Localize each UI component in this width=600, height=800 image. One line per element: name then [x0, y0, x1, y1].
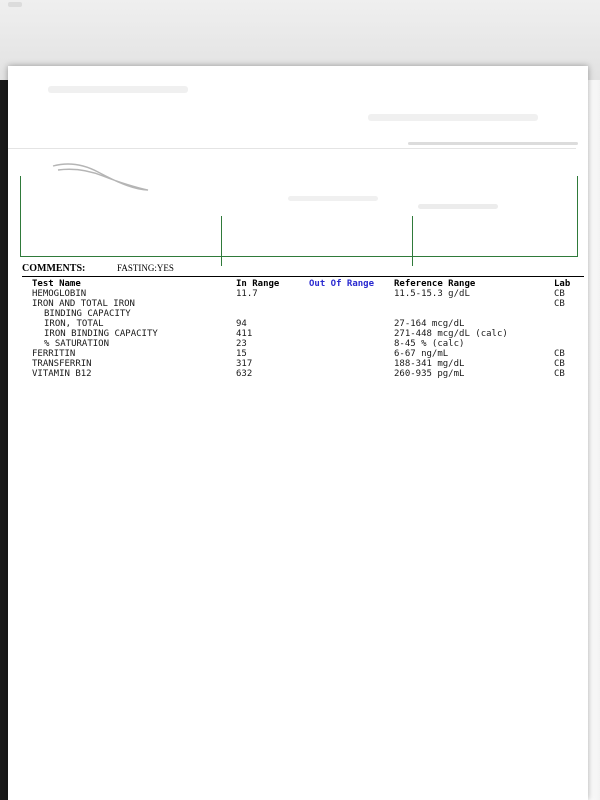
redacted-header-line [408, 142, 578, 145]
lab-code: CB [554, 299, 565, 309]
blurred-status-left [8, 2, 22, 7]
table-row [32, 309, 584, 319]
in-range-value: 15 [236, 349, 247, 359]
in-range-value: 94 [236, 319, 247, 329]
reference-range: 11.5-15.3 g/dL [394, 289, 470, 299]
reference-range: 271-448 mcg/dL (calc) [394, 329, 508, 339]
test-name: VITAMIN B12 [32, 369, 92, 379]
comments-section [22, 263, 584, 277]
comments-label: COMMENTS: [22, 263, 86, 274]
in-range-value: 23 [236, 339, 247, 349]
comments-value: FASTING:YES [117, 263, 174, 273]
test-name: IRON, TOTAL [44, 319, 104, 329]
table-row [32, 319, 584, 329]
test-name: BINDING CAPACITY [44, 309, 131, 319]
table-row [32, 289, 584, 299]
in-range-value: 11.7 [236, 289, 258, 299]
test-name: % SATURATION [44, 339, 110, 349]
test-name: HEMOGLOBIN [32, 289, 87, 299]
col-in-range: In Range [236, 279, 280, 289]
in-range-value: 632 [236, 369, 253, 379]
reference-range: 8-45 % (calc) [394, 339, 465, 349]
page-edge [588, 80, 600, 800]
reference-range: 260-935 pg/mL [394, 369, 465, 379]
lab-report-page [8, 66, 588, 800]
table-row [32, 349, 584, 359]
test-name: IRON BINDING CAPACITY [44, 329, 158, 339]
col-out-of-range: Out Of Range [309, 279, 375, 289]
reference-range: 27-164 mcg/dL [394, 319, 465, 329]
table-row [32, 369, 584, 379]
reference-range: 188-341 mg/dL [394, 359, 465, 369]
table-header-row [32, 279, 584, 289]
test-name: FERRITIN [32, 349, 76, 359]
header-divider [8, 148, 576, 149]
test-name: TRANSFERRIN [32, 359, 92, 369]
grid-divider [221, 216, 222, 266]
table-row [32, 329, 584, 339]
table-row [32, 299, 584, 309]
lab-code: CB [554, 289, 565, 299]
patient-info-grid [20, 176, 578, 257]
col-lab: Lab [554, 279, 571, 289]
lab-code: CB [554, 369, 565, 379]
grid-divider [412, 216, 413, 266]
test-name: IRON AND TOTAL IRON [32, 299, 135, 309]
col-reference-range: Reference Range [394, 279, 476, 289]
col-test-name: Test Name [32, 279, 81, 289]
redacted-header-line [368, 114, 538, 121]
table-row [32, 339, 584, 349]
lab-code: CB [554, 359, 565, 369]
redacted-header-line [48, 86, 188, 93]
in-range-value: 317 [236, 359, 253, 369]
reference-range: 6-67 ng/mL [394, 349, 449, 359]
lab-code: CB [554, 349, 565, 359]
results-table [32, 279, 584, 379]
in-range-value: 411 [236, 329, 253, 339]
table-row [32, 359, 584, 369]
